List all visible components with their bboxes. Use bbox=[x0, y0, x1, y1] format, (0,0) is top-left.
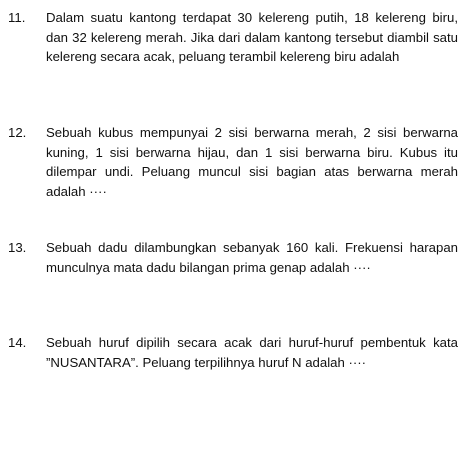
question-number: 12. bbox=[8, 125, 27, 140]
question-item-13 bbox=[8, 238, 458, 277]
question-text: Sebuah dadu dilambungkan sebanyak 160 kali. Frekuensi harapan munculnya mata dadu bilangan prima genap adalah ···· bbox=[46, 240, 458, 275]
question-number: 14. bbox=[8, 335, 27, 350]
question-item-14 bbox=[8, 333, 458, 372]
question-number: 11. bbox=[8, 10, 26, 25]
question-item-12 bbox=[8, 123, 458, 201]
question-text: Dalam suatu kantong terdapat 30 kelereng putih, 18 kelereng biru, dan 32 kelereng merah. Jika dari dalam kantong tersebut diambil satu kelereng secara acak, peluang terambil kelereng biru adalah bbox=[46, 10, 458, 64]
question-item-11 bbox=[8, 8, 458, 67]
question-text: Sebuah kubus mempunyai 2 sisi berwarna merah, 2 sisi berwarna kuning, 1 sisi berwarna hijau, dan 1 sisi berwarna biru. Kubus itu dilempar undi. Peluang muncul sisi bagian atas berwarna merah adalah ···· bbox=[46, 125, 458, 199]
question-number: 13. bbox=[8, 240, 27, 255]
question-text: Sebuah huruf dipilih secara acak dari huruf-huruf pembentuk kata ”NUSANTARA”. Peluang terpilihnya huruf N adalah ···· bbox=[46, 335, 458, 370]
